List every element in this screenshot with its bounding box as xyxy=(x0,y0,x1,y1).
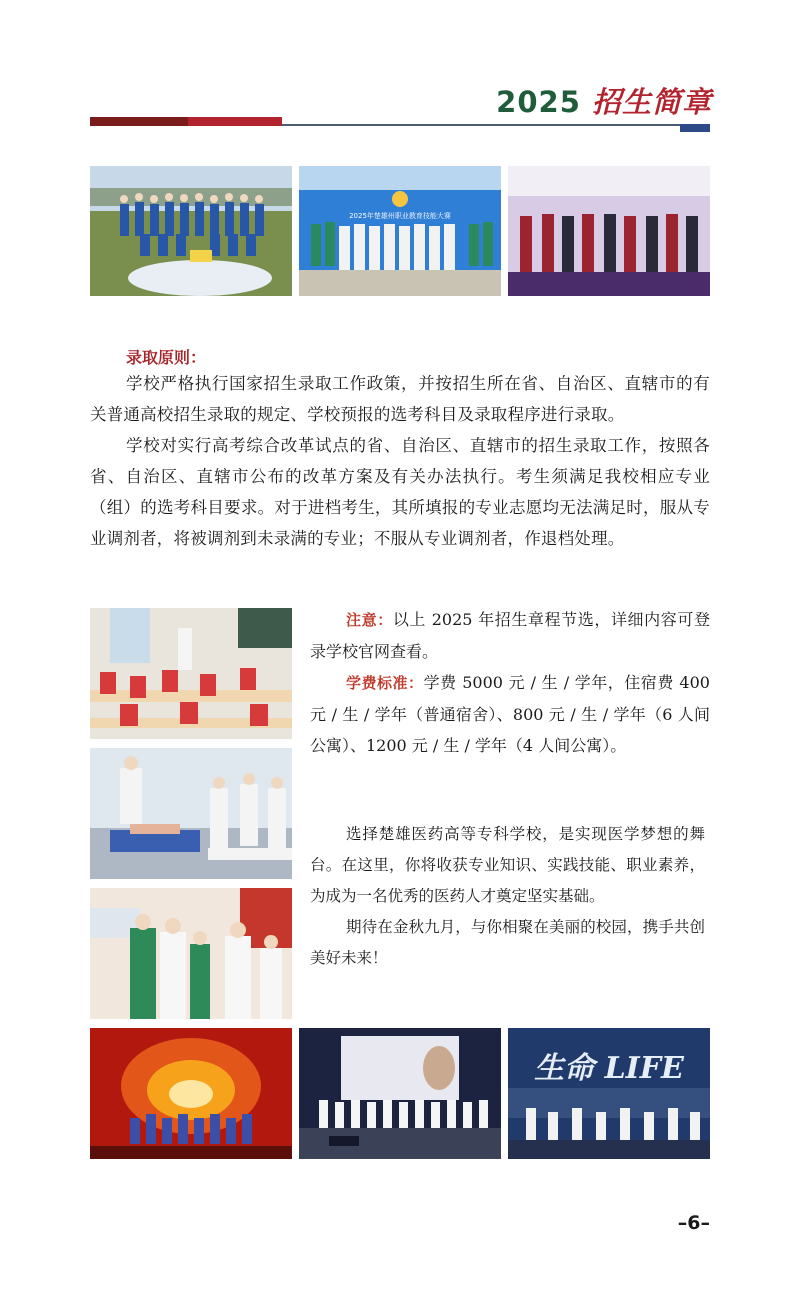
notice-text: 以上 2025 年招生章程节选，详细内容可登录学校官网查看。 xyxy=(310,610,710,661)
tuition-paragraph xyxy=(310,667,710,761)
page-header-title xyxy=(496,80,712,121)
admission-paragraph-2: 学校对实行高考综合改革试点的省、自治区、直辖市的招生录取工作，按照各省、自治区、直辖市公布的改革方案及有关办法执行。考生须满足我校相应专业（组）的选考科目要求。对于进档考生，其所填报的专业志愿均无法满足时，服从专业调剂者，将被调剂到未录满的专业；不服从专业调剂者，作退档处理。 xyxy=(90,436,710,548)
header-rule-line xyxy=(282,124,680,126)
team-on-field-photo xyxy=(90,166,292,296)
nursing-ceremony-photo xyxy=(90,888,292,1019)
classroom-children-photo xyxy=(90,608,292,739)
life-overlay-text: 生命 LIFE xyxy=(534,1051,684,1086)
header-rule-dark-segment xyxy=(90,117,188,126)
header-title-text: 招生简章 xyxy=(591,85,712,119)
life-stage-performance-photo xyxy=(508,1028,710,1159)
tuition-text: 学费 5000 元 / 生 / 学年，住宿费 400 元 / 生 / 学年（普通宿舍）、800 元 / 生 / 学年（6 人间公寓）、1200 元 / 生 / 学年（4 人间公寓）。 xyxy=(310,673,710,755)
skills-competition-photo xyxy=(299,166,501,296)
header-year: 2025 xyxy=(496,85,581,119)
closing-paragraph-2: 期待在金秋九月，与你相聚在美丽的校园，携手共创美好未来！ xyxy=(310,918,705,967)
competition-banner-text: 2025年楚雄州职业教育技能大赛 xyxy=(349,212,451,220)
fire-dance-performance-photo xyxy=(90,1028,292,1159)
admission-principles-heading: 录取原则： xyxy=(126,348,207,367)
nurse-stage-performance-photo xyxy=(299,1028,501,1159)
ethnic-costume-stage-photo xyxy=(508,166,710,296)
tuition-label: 学费标准： xyxy=(346,674,424,692)
admission-paragraph-1: 学校严格执行国家招生录取工作政策，并按招生所在省、自治区、直辖市的有关普通高校招生录取的规定、学校预报的选考科目及录取程序进行录取。 xyxy=(90,374,710,424)
nursing-practice-photo xyxy=(90,748,292,879)
notice-label: 注意： xyxy=(346,611,393,629)
notice-paragraph xyxy=(310,604,710,667)
closing-block xyxy=(310,819,705,974)
header-rule-blue-segment xyxy=(680,124,710,132)
header-rule-red-segment xyxy=(188,117,282,126)
closing-paragraph-1: 选择楚雄医药高等专科学校，是实现医学梦想的舞台。在这里，你将收获专业知识、实践技能、职业素养，为成为一名优秀的医药人才奠定坚实基础。 xyxy=(310,825,705,905)
notice-block xyxy=(310,604,710,761)
page-number: –6– xyxy=(677,1212,710,1234)
